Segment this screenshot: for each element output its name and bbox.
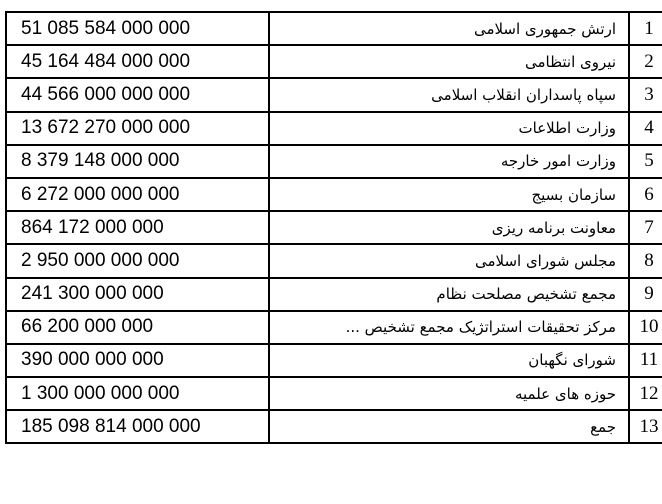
table-row — [6, 145, 662, 178]
table-row — [6, 45, 662, 78]
organization-name-cell: وزارت امور خارجه — [269, 145, 629, 178]
total-amount-cell: 185 098 814 000 000 — [6, 410, 269, 443]
organization-name-cell: وزارت اطلاعات — [269, 112, 629, 145]
amount-cell: 864 172 000 000 — [6, 211, 269, 244]
row-number-cell: 13 — [629, 410, 662, 443]
amount-cell: 13 672 270 000 000 — [6, 112, 269, 145]
table-row — [6, 244, 662, 277]
row-number-cell: 9 — [629, 278, 662, 311]
amount-cell: 44 566 000 000 000 — [6, 78, 269, 111]
row-number-cell: 7 — [629, 211, 662, 244]
amount-cell: 8 379 148 000 000 — [6, 145, 269, 178]
table-row — [6, 112, 662, 145]
organization-name-cell: مجمع تشخیص مصلحت نظام — [269, 278, 629, 311]
row-number-cell: 4 — [629, 112, 662, 145]
organization-name-cell: حوزه های علمیه — [269, 377, 629, 410]
row-number-cell: 3 — [629, 78, 662, 111]
organization-name-cell: سازمان بسیج — [269, 178, 629, 211]
table-row — [6, 178, 662, 211]
amount-cell: 390 000 000 000 — [6, 344, 269, 377]
table-row — [6, 78, 662, 111]
row-number-cell: 1 — [629, 12, 662, 45]
table-row — [6, 211, 662, 244]
table-row — [6, 278, 662, 311]
row-number-cell: 10 — [629, 311, 662, 344]
table-row — [6, 344, 662, 377]
row-number-cell: 2 — [629, 45, 662, 78]
total-label-cell: جمع — [269, 410, 629, 443]
organization-name-cell: مجلس شورای اسلامی — [269, 244, 629, 277]
amount-cell: 2 950 000 000 000 — [6, 244, 269, 277]
total-row — [6, 410, 662, 443]
row-number-cell: 5 — [629, 145, 662, 178]
organization-name-cell: مرکز تحقیقات استراتژیک مجمع تشخیص ... — [269, 311, 629, 344]
organization-name-cell: نیروی انتظامی — [269, 45, 629, 78]
table-row — [6, 311, 662, 344]
amount-cell: 1 300 000 000 000 — [6, 377, 269, 410]
organization-name-cell: سپاه پاسداران انقلاب اسلامی — [269, 78, 629, 111]
amount-cell: 6 272 000 000 000 — [6, 178, 269, 211]
row-number-cell: 6 — [629, 178, 662, 211]
budget-table — [5, 11, 662, 444]
row-number-cell: 11 — [629, 344, 662, 377]
amount-cell: 51 085 584 000 000 — [6, 12, 269, 45]
amount-cell: 241 300 000 000 — [6, 278, 269, 311]
organization-name-cell: ارتش جمهوری اسلامی — [269, 12, 629, 45]
organization-name-cell: شورای نگهبان — [269, 344, 629, 377]
row-number-cell: 12 — [629, 377, 662, 410]
table-row — [6, 12, 662, 45]
amount-cell: 45 164 484 000 000 — [6, 45, 269, 78]
row-number-cell: 8 — [629, 244, 662, 277]
organization-name-cell: معاونت برنامه ریزی — [269, 211, 629, 244]
amount-cell: 66 200 000 000 — [6, 311, 269, 344]
table-row — [6, 377, 662, 410]
